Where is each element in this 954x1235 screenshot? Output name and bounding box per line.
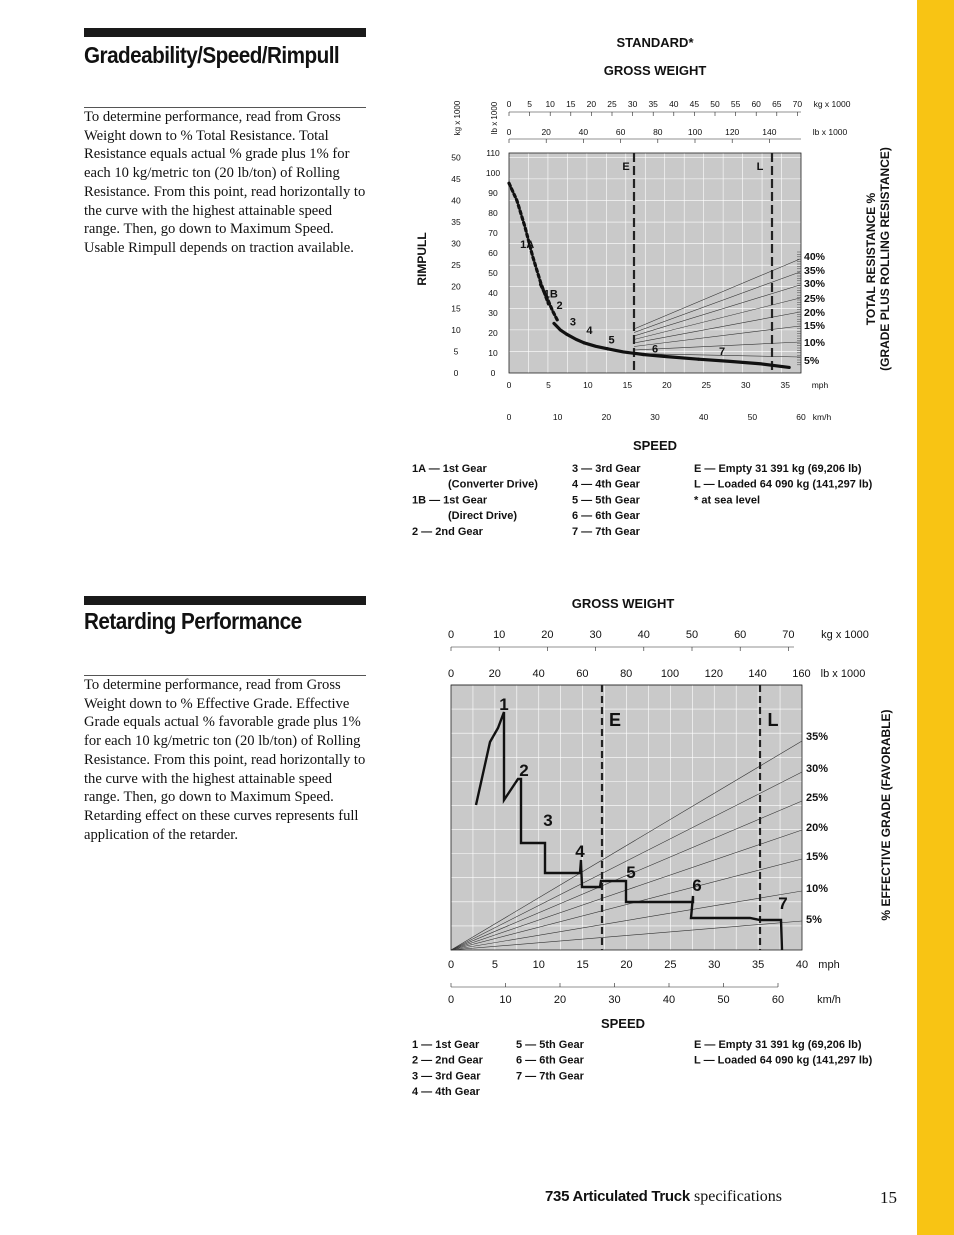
chart2-top-lb-tick-label: 160 xyxy=(792,668,811,680)
chart2-legend-item: E — Empty 31 391 kg (69,206 lb) xyxy=(694,1039,862,1051)
chart1-top-kg-tick-label: 0 xyxy=(506,99,512,109)
chart1-bottom-kmh-tick-label: 10 xyxy=(552,412,563,422)
chart1-legend-item: E — Empty 31 391 kg (69,206 lb) xyxy=(694,463,862,475)
chart2-bottom-mph-tick-label: 5 xyxy=(491,959,498,971)
chart2-top-lb-unit: lb x 1000 xyxy=(820,668,866,680)
chart2-top-lb-tick-label: 40 xyxy=(532,668,545,680)
chart2-bottom-mph-tick-label: 20 xyxy=(620,959,633,971)
chart2-gear-label-6: 6 xyxy=(692,876,702,895)
chart2-right-label: % EFFECTIVE GRADE (FAVORABLE) xyxy=(879,709,893,921)
chart1-left-kg-unit: kg x 1000 xyxy=(453,100,462,136)
chart1-right-label-1: TOTAL RESISTANCE % xyxy=(864,192,878,326)
chart1-x-axis-label: SPEED xyxy=(632,438,678,453)
gradeability-title: Gradeability/Speed/Rimpull xyxy=(84,42,340,68)
chart1-marker-e-label: E xyxy=(622,161,630,173)
chart2-bottom-kmh-tick-label: 40 xyxy=(662,994,676,1006)
chart2-bottom-kmh-tick-label: 10 xyxy=(499,994,512,1006)
chart1-top-kg-tick-label: 30 xyxy=(627,99,638,109)
chart1-bottom-mph-tick-label: 20 xyxy=(662,380,672,390)
chart1-left-lb-tick-label: 80 xyxy=(488,208,498,218)
chart2-legend-item: 1 — 1st Gear xyxy=(412,1039,480,1051)
chart2-marker-e-label: E xyxy=(608,710,622,730)
chart2-gear-label-7: 7 xyxy=(778,894,788,913)
chart1-legend-item: 7 — 7th Gear xyxy=(572,525,640,538)
footer-brand: 735 Articulated Truck xyxy=(545,1188,690,1205)
chart1-legend-item: (Converter Drive) xyxy=(448,478,538,491)
chart1-left-lb-tick-label: 70 xyxy=(488,228,498,238)
chart2-bottom-kmh-unit: km/h xyxy=(817,994,841,1006)
chart2-top-kg-tick-label: 30 xyxy=(589,629,602,641)
chart1-legend-item: 2 — 2nd Gear xyxy=(412,525,483,538)
chart1-left-kg-tick-label: 25 xyxy=(451,260,461,271)
chart2-grade-label: 25% xyxy=(806,792,829,804)
chart1-bottom-mph-tick-label: 15 xyxy=(622,380,633,390)
chart1-legend-item: (Direct Drive) xyxy=(448,510,518,523)
chart2-bottom-kmh-tick-label: 60 xyxy=(771,994,785,1006)
chart2-gear-label-2: 2 xyxy=(519,761,529,780)
chart1-bottom-kmh-tick-label: 0 xyxy=(506,412,512,422)
chart1-top-lb-tick-label: 80 xyxy=(653,127,663,137)
chart1-legend-item: 3 — 3rd Gear xyxy=(572,463,641,475)
chart1-legend-item: 5 — 5th Gear xyxy=(572,494,640,507)
chart1-left-lb-tick-label: 30 xyxy=(488,308,498,318)
chart2-grade-label: 30% xyxy=(806,763,829,775)
chart1-left-kg-tick-label: 50 xyxy=(451,152,461,163)
chart2-bottom-mph-tick-label: 15 xyxy=(576,959,589,971)
chart1-left-kg-tick-label: 10 xyxy=(451,324,461,335)
chart1-curve-label-5: 5 xyxy=(608,334,615,347)
chart1-resistance-label: 25% xyxy=(804,293,826,305)
chart1-bottom-mph-tick-label: 0 xyxy=(506,380,512,390)
chart1-top-kg-tick-label: 50 xyxy=(710,99,720,109)
chart2-bottom-mph-tick-label: 10 xyxy=(532,959,545,971)
chart1-left-lb-tick-label: 40 xyxy=(488,288,498,298)
chart1-left-lb-tick-label: 60 xyxy=(488,248,498,258)
chart1-left-kg-tick-label: 0 xyxy=(453,368,459,378)
chart2-legend-item: 5 — 5th Gear xyxy=(516,1039,584,1051)
chart2-bottom-mph-tick-label: 0 xyxy=(447,959,455,971)
page-number: 15 xyxy=(880,1188,897,1207)
chart2-bottom-kmh-tick-label: 0 xyxy=(447,994,455,1006)
chart2-top-kg-tick-label: 0 xyxy=(447,629,455,641)
chart1-bottom-kmh-tick-label: 30 xyxy=(650,412,660,422)
chart1-top-kg-tick-label: 70 xyxy=(792,99,803,109)
chart2-x-axis-label: SPEED xyxy=(600,1016,646,1031)
chart2-top-lb-tick-label: 120 xyxy=(704,668,723,680)
chart2-top-kg-tick-label: 10 xyxy=(493,629,506,641)
chart1-bottom-kmh-tick-label: 50 xyxy=(747,412,758,422)
chart1-left-kg-tick-label: 45 xyxy=(451,173,461,184)
chart1-top-kg-tick-label: 40 xyxy=(669,99,679,109)
chart2-top-lb-tick-label: 100 xyxy=(660,668,680,680)
chart1-top-lb-tick-label: 120 xyxy=(725,127,740,137)
chart1-bottom-mph-tick-label: 25 xyxy=(701,380,712,390)
chart2-gear-label-5: 5 xyxy=(626,863,636,882)
chart2-title: GROSS WEIGHT xyxy=(571,596,675,611)
chart1-top-lb-tick-label: 20 xyxy=(541,127,551,137)
chart1-title: GROSS WEIGHT xyxy=(603,63,707,78)
chart1-left-lb-tick-label: 110 xyxy=(486,148,500,158)
chart2-top-kg-tick-label: 40 xyxy=(637,629,650,641)
chart2-grade-label: 20% xyxy=(806,822,829,834)
chart1-curve-label-6: 6 xyxy=(651,343,659,356)
chart1-left-lb-tick-label: 100 xyxy=(485,168,501,178)
chart1-top-kg-tick-label: 15 xyxy=(566,99,576,109)
chart2-top-lb-tick-label: 140 xyxy=(748,668,767,680)
chart2-top-lb-tick-label: 0 xyxy=(447,668,455,680)
chart2-legend-item: 4 — 4th Gear xyxy=(412,1086,480,1099)
chart2-top-kg-tick-label: 60 xyxy=(734,629,747,641)
chart1-left-kg-tick-label: 5 xyxy=(453,346,459,357)
chart1-marker-l-label: L xyxy=(756,161,764,173)
chart2-legend-item: L — Loaded 64 090 kg (141,297 lb) xyxy=(694,1054,873,1067)
chart2-top-kg-tick-label: 70 xyxy=(782,629,795,641)
page-footer xyxy=(545,1188,897,1206)
chart1-curve-label-2: 2 xyxy=(556,300,563,313)
chart1-left-lb-tick-label: 50 xyxy=(488,268,498,278)
chart2-bottom-kmh-tick-label: 50 xyxy=(717,994,730,1006)
chart1-top-lb-tick-label: 100 xyxy=(687,127,703,137)
chart2-grade-label: 35% xyxy=(806,731,829,743)
chart2-marker-l-label: L xyxy=(767,710,779,730)
chart2-top-kg-tick-label: 20 xyxy=(541,629,554,641)
chart2-gear-label-4: 4 xyxy=(575,842,585,861)
chart1-resistance-label: 35% xyxy=(804,265,826,277)
chart1-left-kg-tick-label: 30 xyxy=(451,238,461,249)
chart2-top-lb-tick-label: 20 xyxy=(488,668,501,680)
chart1-top-kg-tick-label: 10 xyxy=(545,99,555,109)
chart1-resistance-label: 20% xyxy=(804,307,826,319)
chart2-legend-item: 2 — 2nd Gear xyxy=(412,1054,483,1067)
chart1-bottom-kmh-tick-label: 40 xyxy=(698,412,709,422)
chart1-bottom-mph-tick-label: 30 xyxy=(741,380,751,390)
chart1-left-lb-tick-label: 90 xyxy=(488,188,498,198)
chart2-grade-label: 10% xyxy=(806,883,829,895)
chart2-legend-item: 3 — 3rd Gear xyxy=(412,1070,481,1083)
chart1-left-lb-tick-label: 10 xyxy=(488,348,498,358)
chart2-bottom-kmh-tick-label: 20 xyxy=(553,994,567,1006)
chart2-bottom-mph-tick-label: 35 xyxy=(752,959,765,971)
chart1-resistance-label: 5% xyxy=(804,355,820,367)
chart1-resistance-label: 15% xyxy=(804,320,826,332)
chart2-bottom-mph-unit: mph xyxy=(818,959,840,971)
chart1-legend-item: 6 — 6th Gear xyxy=(572,510,640,523)
footer-spec: specifications xyxy=(694,1188,783,1205)
chart2-top-lb-tick-label: 60 xyxy=(576,668,589,680)
chart1-y-axis-label: RIMPULL xyxy=(415,232,429,286)
chart1-bottom-mph-tick-label: 10 xyxy=(583,380,593,390)
chart2-top-kg-unit: kg x 1000 xyxy=(821,629,869,641)
chart1-curve-label-7: 7 xyxy=(719,345,726,358)
chart2-bottom-kmh-tick-label: 30 xyxy=(608,994,621,1006)
chart2-bottom-mph-tick-label: 30 xyxy=(708,959,721,971)
chart1-left-kg-tick-label: 15 xyxy=(451,303,461,314)
chart1-legend-item: 1B — 1st Gear xyxy=(412,494,488,507)
chart2-bottom-mph-tick-label: 25 xyxy=(664,959,677,971)
chart2-top-kg-tick-label: 50 xyxy=(685,629,699,641)
chart2-gear-label-1: 1 xyxy=(499,695,509,714)
chart1-heading: STANDARD* xyxy=(616,35,694,50)
chart1-legend-item: * at sea level xyxy=(694,494,761,507)
chart2-top-lb-tick-label: 80 xyxy=(620,668,633,680)
chart1-resistance-label: 10% xyxy=(804,337,826,349)
chart1-resistance-label: 40% xyxy=(804,251,826,263)
chart1-bottom-mph-unit: mph xyxy=(811,380,829,390)
chart1-bottom-kmh-unit: km/h xyxy=(812,412,832,422)
chart2-legend-item: 7 — 7th Gear xyxy=(516,1070,584,1083)
chart1-top-kg-tick-label: 5 xyxy=(527,99,532,109)
chart1-top-kg-tick-label: 25 xyxy=(607,99,617,109)
chart1-bottom-kmh-tick-label: 20 xyxy=(601,412,612,422)
chart1-curve-label-1B: 1B xyxy=(543,288,558,301)
chart1-legend-item: 1A — 1st Gear xyxy=(412,463,487,475)
chart2-gear-label-3: 3 xyxy=(543,811,553,830)
chart1-top-kg-tick-label: 35 xyxy=(648,99,658,109)
chart1-plot-area xyxy=(509,153,801,373)
chart1-top-lb-unit: lb x 1000 xyxy=(812,127,848,137)
chart1-curve-label-4: 4 xyxy=(586,325,593,338)
chart1-legend-item: 4 — 4th Gear xyxy=(572,478,640,491)
chart2-legend-item: 6 — 6th Gear xyxy=(516,1054,584,1067)
chart1-curve-label-3: 3 xyxy=(569,316,576,329)
chart1-legend-item: L — Loaded 64 090 kg (141,297 lb) xyxy=(694,478,873,491)
chart2-bottom-mph-tick-label: 40 xyxy=(795,959,809,971)
retarding-title: Retarding Performance xyxy=(84,608,302,634)
chart1-top-lb-tick-label: 140 xyxy=(762,127,777,137)
chart1-top-kg-tick-label: 20 xyxy=(586,99,597,109)
chart1-curve-label-1A: 1A xyxy=(520,238,535,251)
chart1-top-lb-tick-label: 0 xyxy=(506,127,512,137)
chart1-left-lb-tick-label: 20 xyxy=(488,328,498,338)
gradeability-body: To determine performance, read from Gross Weight down to % Total Resistance. Total Resistance equals actual % grade plus 1% for each 10 kg/metric ton (20 lb/ton) of Rolling Resistance. From this point, read horizontally to the curve with the highest attainable speed range. Then, go down to Maximum Speed. Usable Rimpull depends on traction available. xyxy=(84,109,366,256)
chart1-bottom-kmh-tick-label: 60 xyxy=(796,412,806,422)
chart1-bottom-mph-tick-label: 5 xyxy=(546,380,551,390)
chart1-top-kg-unit: kg x 1000 xyxy=(813,99,851,109)
chart1-left-lb-tick-label: 0 xyxy=(490,368,496,378)
chart1-left-kg-tick-label: 40 xyxy=(451,195,461,206)
chart1-top-kg-tick-label: 65 xyxy=(772,99,782,109)
chart1-top-kg-tick-label: 45 xyxy=(689,99,700,109)
chart1-left-kg-tick-label: 35 xyxy=(451,217,461,228)
chart1-resistance-label: 30% xyxy=(804,278,826,290)
chart1-bottom-mph-tick-label: 35 xyxy=(780,380,790,390)
retarding-body: To determine performance, read from Gross Weight down to % Effective Grade. Effective Grade equals actual % favorable grade plus 1% for each 10 kg/metric ton (20 lb/ton) of Rolling Resistance. From this point, read horizontally to the curve with the highest attainable speed range. Then, go down to Maximum Speed. Retarding effect on these curves represents full application of the retarder. xyxy=(84,677,366,843)
chart2-grade-label: 5% xyxy=(806,914,822,926)
chart2-grade-label: 15% xyxy=(806,851,829,863)
chart1-top-kg-tick-label: 55 xyxy=(730,99,741,109)
chart1-left-kg-tick-label: 20 xyxy=(451,281,461,292)
chart1-left-lb-unit: lb x 1000 xyxy=(490,101,499,135)
chart1-top-kg-tick-label: 60 xyxy=(751,99,761,109)
chart1-top-lb-tick-label: 40 xyxy=(578,127,589,137)
chart1-top-lb-tick-label: 60 xyxy=(615,127,626,137)
chart1-right-label-2: (GRADE PLUS ROLLING RESISTANCE) xyxy=(878,147,892,371)
